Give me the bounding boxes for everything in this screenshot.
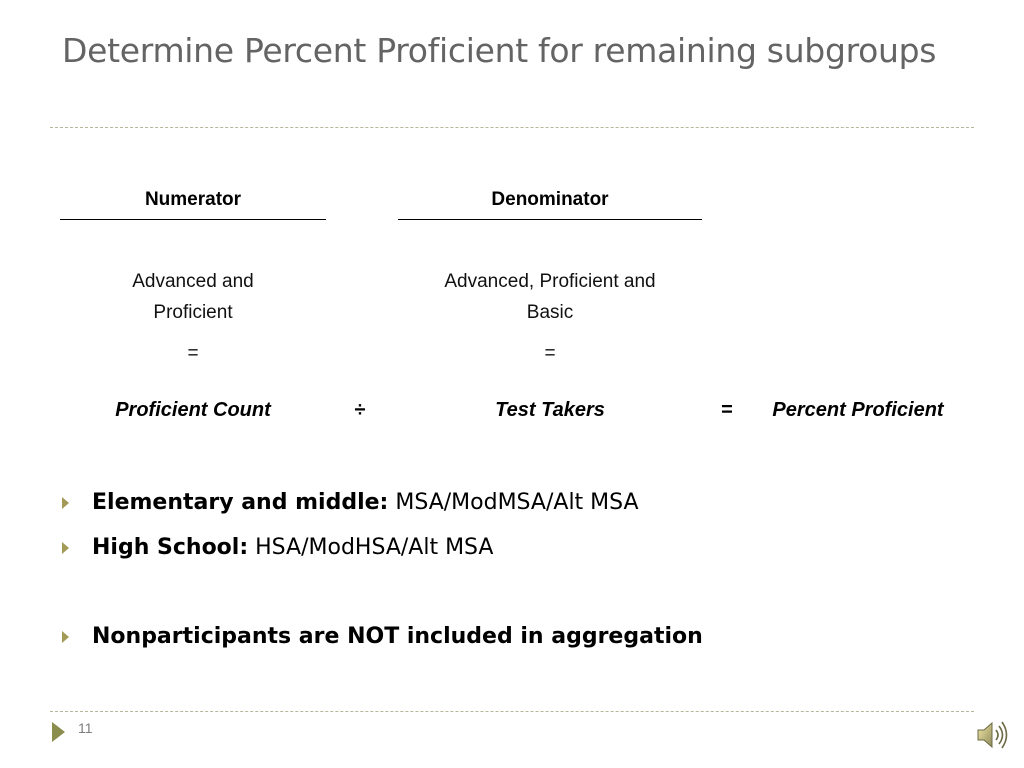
bullet-label: Elementary and middle: xyxy=(92,489,389,515)
percent-proficient-term: Percent Proficient xyxy=(772,399,944,421)
numerator-equals: = xyxy=(187,343,199,364)
slide-title: Determine Percent Proficient for remaining subgroups xyxy=(62,31,937,70)
bullet-label: Nonparticipants are NOT included in aggregation xyxy=(92,623,703,649)
numerator-underline xyxy=(60,219,326,220)
bullet-label: High School: xyxy=(92,534,249,560)
triangle-bullet-icon xyxy=(62,497,69,509)
numerator-description-line1: Advanced and xyxy=(132,271,254,292)
proficient-count-term: Proficient Count xyxy=(115,399,271,421)
test-takers-term: Test Takers xyxy=(495,399,605,421)
speaker-icon[interactable] xyxy=(975,718,1009,752)
numerator-header: Numerator xyxy=(144,189,242,210)
list-item xyxy=(62,618,703,654)
divide-symbol: ÷ xyxy=(354,399,366,421)
bullet-text: MSA/ModMSA/Alt MSA xyxy=(388,489,639,515)
denominator-header: Denominator xyxy=(491,189,609,210)
list-item xyxy=(62,529,493,565)
numerator-description-line2: Proficient xyxy=(153,302,233,323)
page-number: 11 xyxy=(78,720,93,736)
denominator-description xyxy=(398,266,702,328)
bullet-text: HSA/ModHSA/Alt MSA xyxy=(248,534,494,560)
denominator-equals: = xyxy=(544,343,556,364)
list-item xyxy=(62,484,639,520)
triangle-bullet-icon xyxy=(62,631,69,643)
triangle-bullet-icon xyxy=(62,542,69,554)
denominator-underline xyxy=(398,219,702,220)
denominator-description-line1: Advanced, Proficient and xyxy=(444,271,656,292)
footer-divider xyxy=(50,711,974,712)
denominator-description-line2: Basic xyxy=(526,302,574,323)
play-icon[interactable] xyxy=(52,722,65,742)
numerator-description xyxy=(60,266,326,328)
result-equals: = xyxy=(721,399,733,421)
title-divider xyxy=(50,127,974,128)
